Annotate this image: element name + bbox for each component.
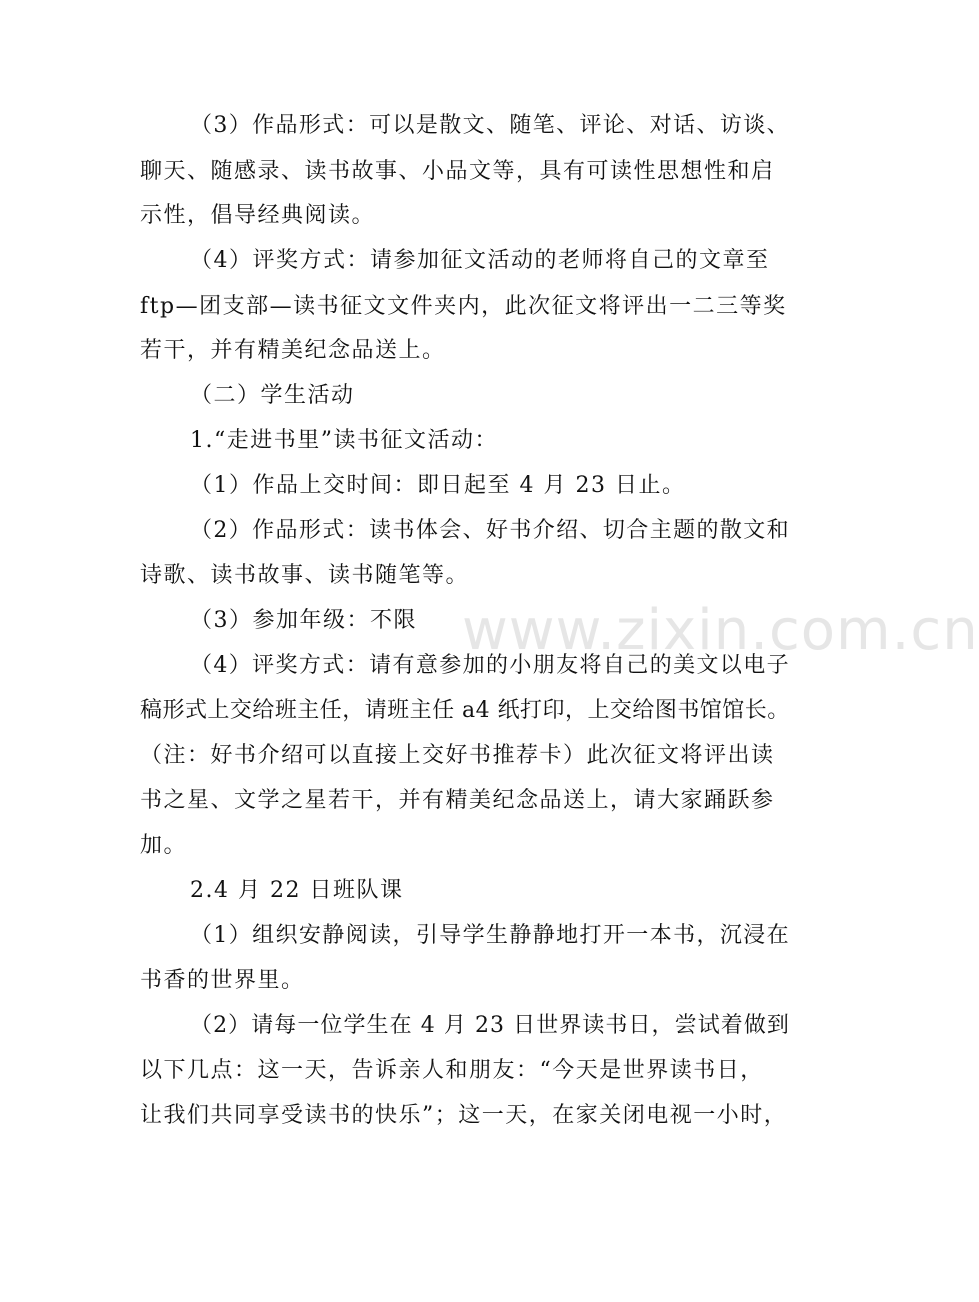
paragraph-line: 以下几点：这一天，告诉亲人和朋友：“今天是世界读书日， (140, 1058, 764, 1083)
paragraph-line: （3）作品形式：可以是散文、随笔、评论、对话、访谈、 (190, 113, 790, 138)
paragraph-line: （4）评奖方式：请参加征文活动的老师将自己的文章至 (190, 248, 770, 273)
paragraph-line: ftp—团支部—读书征文文件夹内，此次征文将评出一二三等奖 (140, 294, 787, 319)
paragraph-line: 书之星、文学之星若干，并有精美纪念品送上，请大家踊跃参 (140, 788, 775, 813)
subsection-heading: 2.4 月 22 日班队课 (190, 878, 404, 903)
paragraph-line: （注：好书介绍可以直接上交好书推荐卡）此次征文将评出读 (140, 743, 775, 768)
paragraph-line: 示性，倡导经典阅读。 (140, 203, 376, 228)
paragraph-line: （1）作品上交时间：即日起至 4 月 23 日止。 (190, 473, 686, 498)
paragraph-line: （2）请每一位学生在 4 月 23 日世界读书日，尝试着做到 (190, 1013, 790, 1038)
paragraph-line: 让我们共同享受读书的快乐”；这一天，在家关闭电视一小时， (140, 1103, 788, 1128)
paragraph-line: 加。 (140, 833, 188, 858)
subsection-heading: 1.“走进书里”读书征文活动： (190, 428, 498, 453)
paragraph-line: 若干，并有精美纪念品送上。 (140, 338, 446, 363)
paragraph-line: （2）作品形式：读书体会、好书介绍、切合主题的散文和 (190, 518, 790, 543)
paragraph-line: （1）组织安静阅读，引导学生静静地打开一本书，沉浸在 (190, 923, 790, 948)
paragraph-line: 稿形式上交给班主任，请班主任 a4 纸打印，上交给图书馆馆长。 (140, 698, 790, 723)
paragraph-line: （4）评奖方式：请有意参加的小朋友将自己的美文以电子 (190, 653, 790, 678)
section-heading: （二）学生活动 (190, 383, 355, 408)
paragraph-line: 聊天、随感录、读书故事、小品文等，具有可读性思想性和启 (140, 159, 775, 184)
paragraph-line: （3）参加年级：不限 (190, 608, 417, 633)
paragraph-line: 书香的世界里。 (140, 968, 305, 993)
watermark: www.zixin.com.cn (462, 598, 979, 663)
paragraph-line: 诗歌、读书故事、读书随笔等。 (140, 563, 470, 588)
